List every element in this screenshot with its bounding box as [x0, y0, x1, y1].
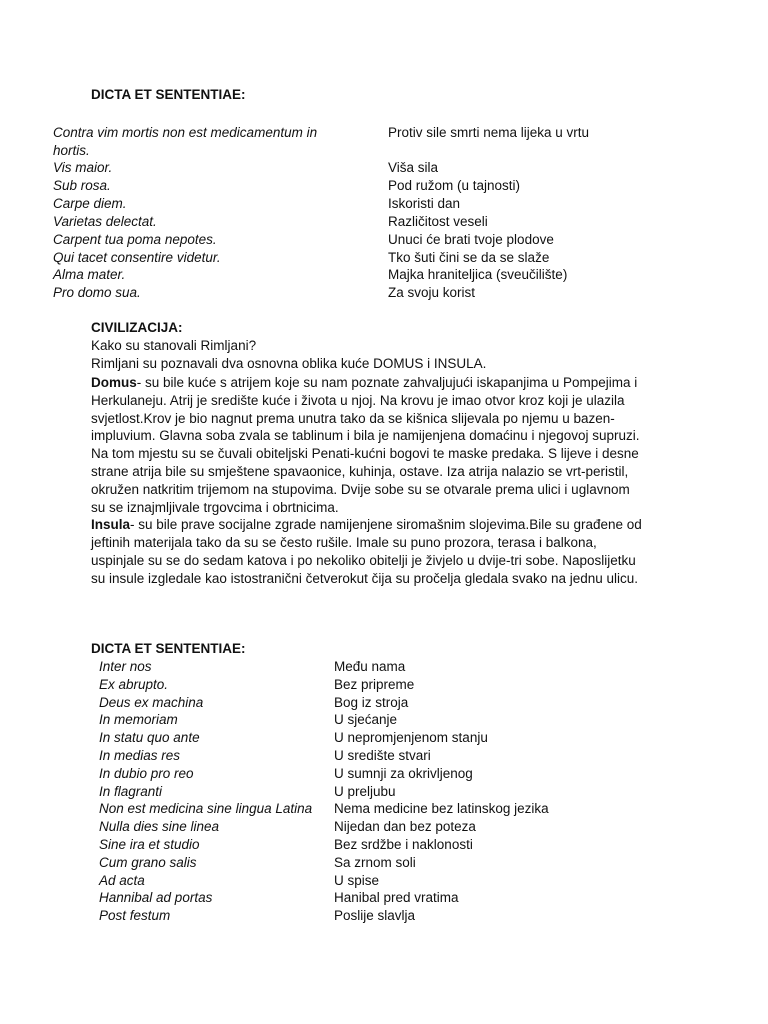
croatian-translation: Unuci će brati tvoje plodove — [388, 231, 554, 247]
insula-term: Insula — [91, 517, 131, 533]
croatian-translation: U sjećanje — [334, 712, 398, 728]
croatian-translation: Bog iz stroja — [334, 694, 409, 710]
croatian-translation: U nepromjenjenom stanju — [334, 730, 488, 746]
latin-phrase: Pro domo sua. — [53, 285, 141, 301]
latin-phrase: Sub rosa. — [53, 177, 111, 193]
latin-phrase: In medias res — [99, 748, 181, 763]
latin-phrase: Varietas delectat. — [53, 213, 157, 229]
domus-line: svjetlost.Krov je bio nagnut prema unutra tako da se kišnica slijevala po njemu u bazen- — [91, 410, 615, 426]
croatian-translation: Viša sila — [388, 160, 439, 175]
latin-phrase-continued: hortis. — [53, 143, 90, 158]
section2-heading: DICTA ET SENTENTIAE: — [91, 641, 246, 656]
latin-phrase: Post festum — [99, 908, 171, 924]
domus-paragraph — [91, 374, 681, 588]
croatian-translation: Majka hraniteljica (sveučilište) — [388, 267, 568, 283]
latin-phrase: In memoriam — [99, 712, 178, 728]
latin-phrase: Deus ex machina — [99, 694, 204, 710]
croatian-translation: Protiv sile smrti nema lijeka u vrtu — [388, 125, 590, 140]
croatian-translation: U preljubu — [334, 783, 396, 799]
latin-phrase: Non est medicina sine lingua Latina — [99, 801, 313, 817]
domus-line: strane atrija bile su smještene spavaonice, kuhinja, ostave. Iza atrija nalazio se vrt-peristil, — [91, 463, 629, 479]
croatian-translation: Hanibal pred vratima — [334, 890, 459, 906]
croatian-translation: Nijedan dan bez poteza — [334, 819, 476, 835]
insula-line: - su bile prave socijalne zgrade namijenjene siromašnim slojevima.Bile su građene od — [130, 517, 642, 533]
croatian-translation: U središte stvari — [334, 748, 431, 763]
insula-line: su insule izgledale kao istostranični četverokut čija su pročelja gledala svako na jednu ulicu. — [91, 570, 639, 586]
domus-line: - su bile kuće s atrijem koje su nam poznate zahvaljujući iskapanjima u Pompejima i — [136, 375, 638, 390]
croatian-translation: Među nama — [334, 659, 406, 674]
croatian-translation: Različitost veseli — [388, 213, 488, 229]
latin-phrase: Carpent tua poma nepotes. — [53, 231, 217, 247]
latin-phrase: In flagranti — [99, 783, 163, 799]
section1-heading: DICTA ET SENTENTIAE: — [91, 87, 246, 102]
croatian-translation: Pod ružom (u tajnosti) — [388, 177, 521, 193]
latin-phrase: In dubio pro reo — [99, 765, 194, 781]
croatian-translation: Za svoju korist — [388, 285, 476, 301]
latin-phrase: Inter nos — [99, 659, 152, 674]
latin-phrase: Cum grano salis — [99, 854, 197, 870]
insula-line: uspinjale su se do sedam katova i po nekoliko obitelji je živjelo u dvije-tri sobe. Naposlijetku — [91, 552, 636, 568]
latin-phrase: Alma mater. — [53, 267, 126, 283]
domus-line: Herkulaneju. Atrij je središte kuće i života u njoj. Na krovu je imao otvor kroz koji je ulazila — [91, 392, 625, 408]
latin-phrase: Hannibal ad portas — [99, 890, 213, 906]
latin-phrase: Nulla dies sine linea — [99, 819, 220, 835]
domus-term: Domus — [91, 375, 137, 390]
latin-phrase: Vis maior. — [53, 160, 113, 175]
croatian-translation: Bez pripreme — [334, 676, 415, 692]
croatian-translation: U sumnji za okrivljenog — [334, 765, 473, 781]
croatian-translation: Tko šuti čini se da se slaže — [388, 249, 550, 265]
civilization-heading: CIVILIZACIJA: — [91, 320, 183, 335]
latin-phrase: Qui tacet consentire videtur. — [53, 249, 221, 265]
croatian-translation: Iskoristi dan — [388, 195, 461, 211]
domus-line: su se iznajmljivale trgovcima i obrtnicima. — [91, 499, 339, 515]
latin-phrase: In statu quo ante — [99, 730, 200, 746]
latin-phrase: Ad acta — [99, 872, 145, 888]
insula-line: jeftinih materijala tako da su se često rušile. Imale su puno prozora, terasa i balkona, — [91, 535, 597, 551]
croatian-translation: U spise — [334, 872, 380, 888]
civilization-question: Kako su stanovali Rimljani? — [91, 338, 257, 353]
latin-phrase: Contra vim mortis non est medicamentum in — [53, 125, 318, 140]
latin-phrase: Ex abrupto. — [99, 676, 169, 692]
croatian-translation: Poslije slavlja — [334, 908, 416, 924]
croatian-translation: Bez srdžbe i naklonosti — [334, 837, 473, 852]
latin-phrase: Sine ira et studio — [99, 837, 200, 852]
croatian-translation: Nema medicine bez latinskog jezika — [334, 801, 549, 817]
croatian-translation: Sa zrnom soli — [334, 854, 416, 870]
domus-line: Na tom mjestu su se čuvali obiteljski Penati-kućni bogovi te maske predaka. S lijeve i desne — [91, 446, 639, 462]
domus-line: impluvium. Glavna soba zvala se tablinum i bila je namijenjena domaćinu i njegovoj supruzi. — [91, 428, 640, 444]
latin-phrase: Carpe diem. — [53, 195, 127, 211]
civilization-intro: Rimljani su poznavali dva osnovna oblika kuće DOMUS i INSULA. — [91, 356, 487, 371]
domus-line: okružen natkritim trijemom na stupovima. Dvije sobe su se otvarale prema ulici i uglavnom — [91, 481, 630, 497]
